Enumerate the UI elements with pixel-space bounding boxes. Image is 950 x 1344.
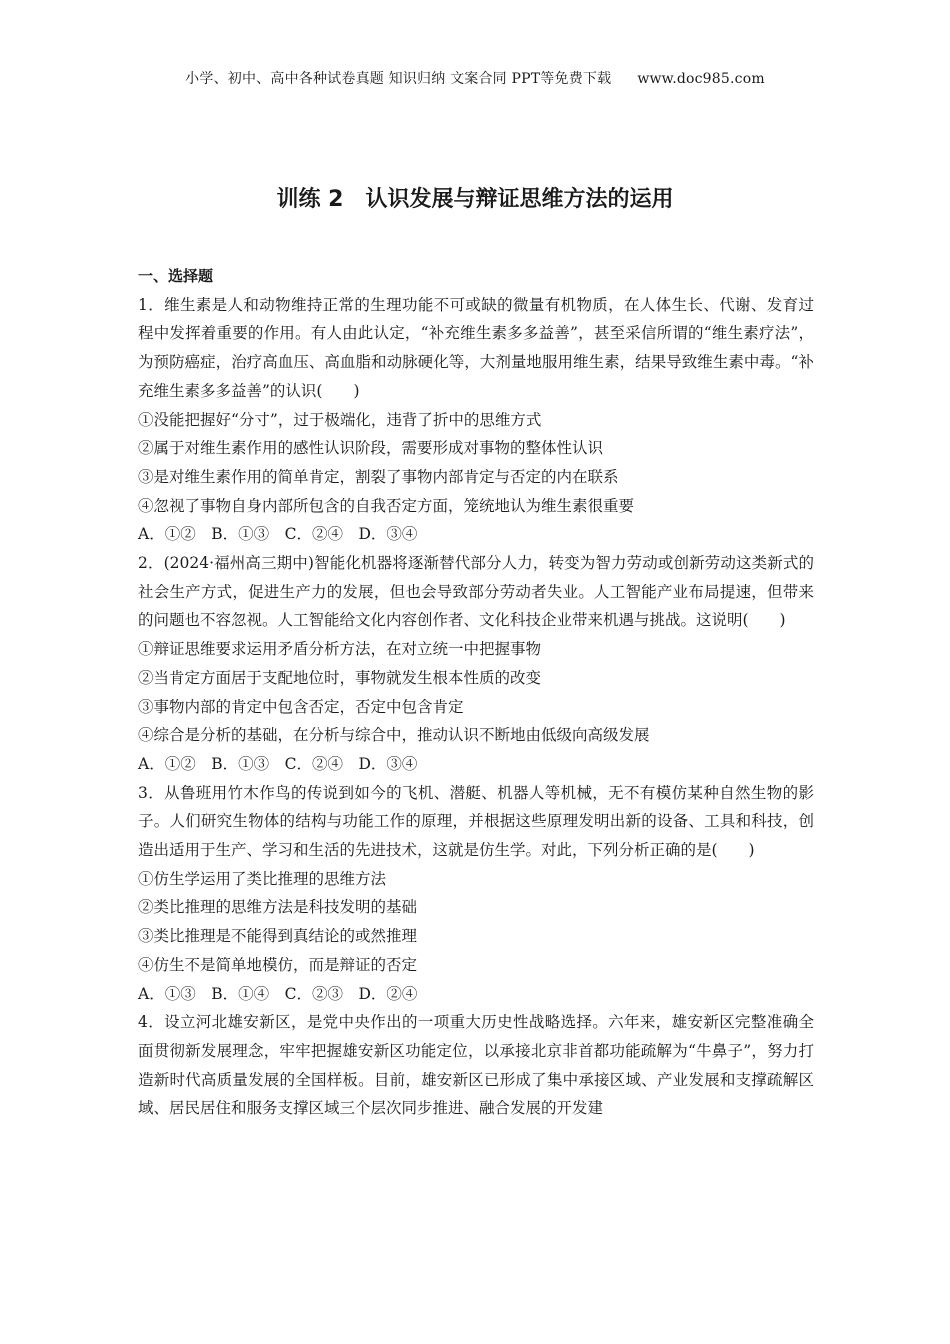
section-heading: 一、选择题 xyxy=(138,267,214,285)
question-stem: 3．从鲁班用竹木作鸟的传说到如今的飞机、潜艇、机器人等机械，无不有模仿某种自然生物的影子。人们研究生物体的结构与功能工作的原理，并根据这些原理发明出新的设备、工具和科技，创造出适用于生产、学习和生活的先进技术，这就是仿生学。对此，下列分析正确的是( ) xyxy=(138,783,814,860)
answer-choices: A．①② B．①③ C．②④ D．③④ xyxy=(138,754,418,773)
option-line: ②属于对维生素作用的感性认识阶段，需要形成对事物的整体性认识 xyxy=(138,439,604,458)
question-3 xyxy=(138,779,814,1009)
title-text: 认识发展与辩证思维方法的运用 xyxy=(365,187,674,212)
answer-choices: A．①③ B．①④ C．②③ D．②④ xyxy=(138,984,418,1003)
header-url[interactable]: www.doc985.com xyxy=(637,71,765,87)
question-stem: 2．(2024·福州高三期中)智能化机器将逐渐替代部分人力，转变为智力劳动或创新劳动这类新式的社会生产方式，促进生产力的发展，但也会导致部分劳动者失业。人工智能产业布局提速，但带来的问题也不容忽视。人工智能给文化内容创作者、文化科技企业带来机遇与挑战。这说明( ) xyxy=(138,554,814,630)
option-line: ④综合是分析的基础，在分析与综合中，推动认识不断地由低级向高级发展 xyxy=(138,726,650,745)
option-line: ④忽视了事物自身内部所包含的自我否定方面，笼统地认为维生素很重要 xyxy=(138,496,635,515)
question-1 xyxy=(138,291,814,549)
option-line: ①没能把握好“分寸”，过于极端化，违背了折中的思维方式 xyxy=(138,410,542,429)
question-4 xyxy=(138,1008,814,1123)
option-line: ②类比推理的思维方法是科技发明的基础 xyxy=(138,898,418,917)
option-line: ③事物内部的肯定中包含否定，否定中包含肯定 xyxy=(138,697,464,716)
option-line: ①辩证思维要求运用矛盾分析方法，在对立统一中把握事物 xyxy=(138,640,542,659)
answer-choices: A．①② B．①③ C．②④ D．③④ xyxy=(138,525,418,544)
question-stem: 4．设立河北雄安新区，是党中央作出的一项重大历史性战略选择。六年来，雄安新区完整准确全面贯彻新发展理念，牢牢把握雄安新区功能定位，以承接北京非首都功能疏解为“牛鼻子”，努力打造新时代高质量发展的全国样板。目前，雄安新区已形成了集中承接区域、产业发展和支撑疏解区域、居民居住和服务支撑区域三个层次同步推进、融合发展的开发建 xyxy=(138,1013,814,1118)
option-line: ③类比推理是不能得到真结论的或然推理 xyxy=(138,927,418,946)
page-title xyxy=(0,182,950,213)
question-2 xyxy=(138,549,814,779)
header-text: 小学、初中、高中各种试卷真题 知识归纳 文案合同 PPT等免费下载 xyxy=(185,71,612,87)
option-line: ④仿生不是简单地模仿，而是辩证的否定 xyxy=(138,955,418,974)
question-stem: 1．维生素是人和动物维持正常的生理功能不可或缺的微量有机物质，在人体生长、代谢、发育过程中发挥着重要的作用。有人由此认定，“补充维生素多多益善”，甚至采信所谓的“维生素疗法”，为预防癌症，治疗高血压、高血脂和动脉硬化等，大剂量地服用维生素，结果导致维生素中毒。“补充维生素多多益善”的认识( ) xyxy=(138,295,814,400)
option-line: ①仿生学运用了类比推理的思维方法 xyxy=(138,869,387,888)
document-body xyxy=(138,262,814,1123)
title-number: 训练 2 xyxy=(276,187,344,212)
option-line: ③是对维生素作用的简单肯定，割裂了事物内部肯定与否定的内在联系 xyxy=(138,467,619,486)
option-line: ②当肯定方面居于支配地位时，事物就发生根本性质的改变 xyxy=(138,668,542,687)
page-header xyxy=(0,68,950,88)
